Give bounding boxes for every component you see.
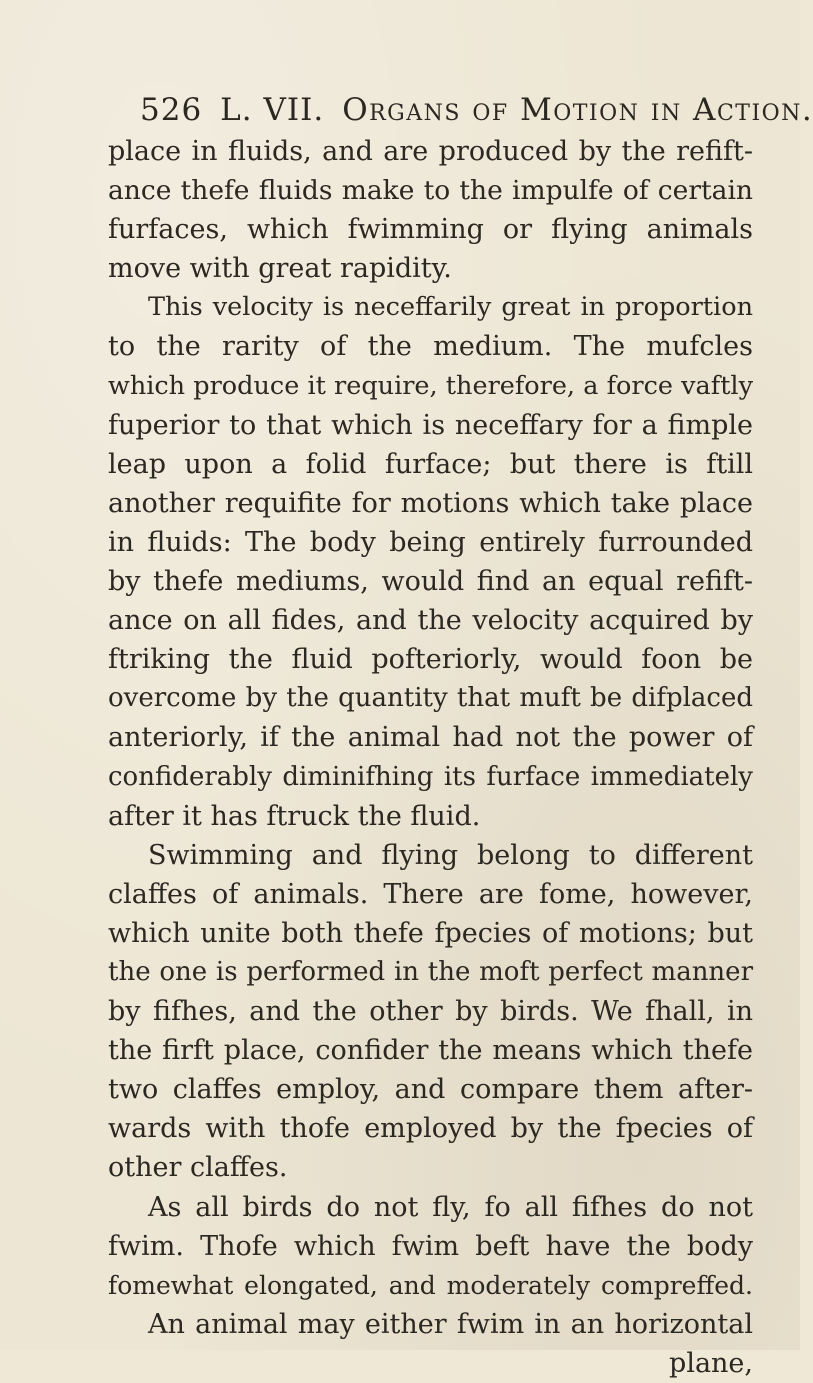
text-line: fomewhat elongated, and moderately compreffed. [108,1270,753,1300]
text-line: move with great rapidity. [108,253,452,285]
text-line: in fluids: The body being entirely furrounded [108,526,753,558]
text-line: by thefe mediums, would find an equal refift- [108,566,753,598]
catchword: plane, [669,1347,753,1379]
text-line: the firft place, confider the means which thefe [108,1035,753,1067]
text-line: after it has ftruck the fluid. [108,800,481,832]
text-line: ance on all fides, and the velocity acquired by [108,605,753,637]
text-line: leap upon a folid furface; but there is ftill [108,448,753,480]
text-line: wards with thofe employed by the fpecies of [108,1113,753,1145]
text-line: two claffes employ, and compare them after- [108,1074,753,1106]
text-line: furfaces, which fwimming or flying animals [108,214,753,246]
text-line: the one is performed in the moft perfect manner [108,956,753,987]
text-line: An animal may either fwim in an horizontal [148,1308,753,1340]
text-line: This velocity is neceffarily great in proportion [148,292,753,323]
text-line: anteriorly, if the animal had not the power of [108,722,753,754]
text-line: to the rarity of the medium. The mufcles [108,331,753,363]
text-line: which unite both thefe fpecies of motions; but [108,917,753,949]
chapter-label: L. VII. [220,92,325,128]
text-line: overcome by the quantity that muft be difplaced [108,683,753,714]
text-line: Swimming and flying belong to different [148,839,753,871]
text-line: confiderably diminifhing its furface immediately [108,761,753,792]
text-line: ftriking the fluid pofteriorly, would foon be [108,644,753,676]
text-line: place in fluids, and are produced by the refift- [108,136,753,167]
text-line: claffes of animals. There are fome, however, [108,878,753,910]
text-line: fwim. Thofe which fwim beft have the body [108,1230,753,1262]
text-line: another requifite for motions which take place [108,487,753,519]
text-line: As all birds do not fly, fo all fifhes do not [148,1191,753,1223]
text-line: fuperior to that which is neceffary for a fimple [108,409,753,441]
text-line: other claffes. [108,1152,288,1184]
text-line: by fifhes, and the other by birds. We fhall, in [108,996,753,1028]
page-number: 526 [140,92,203,128]
text-line: ance thefe fluids make to the impulfe of certain [108,175,753,207]
page-header [140,92,813,132]
running-title: Organs of Motion in Action. [342,92,813,128]
text-line: which produce it require, therefore, a force vaftly [108,370,753,401]
body-text [108,132,753,1383]
